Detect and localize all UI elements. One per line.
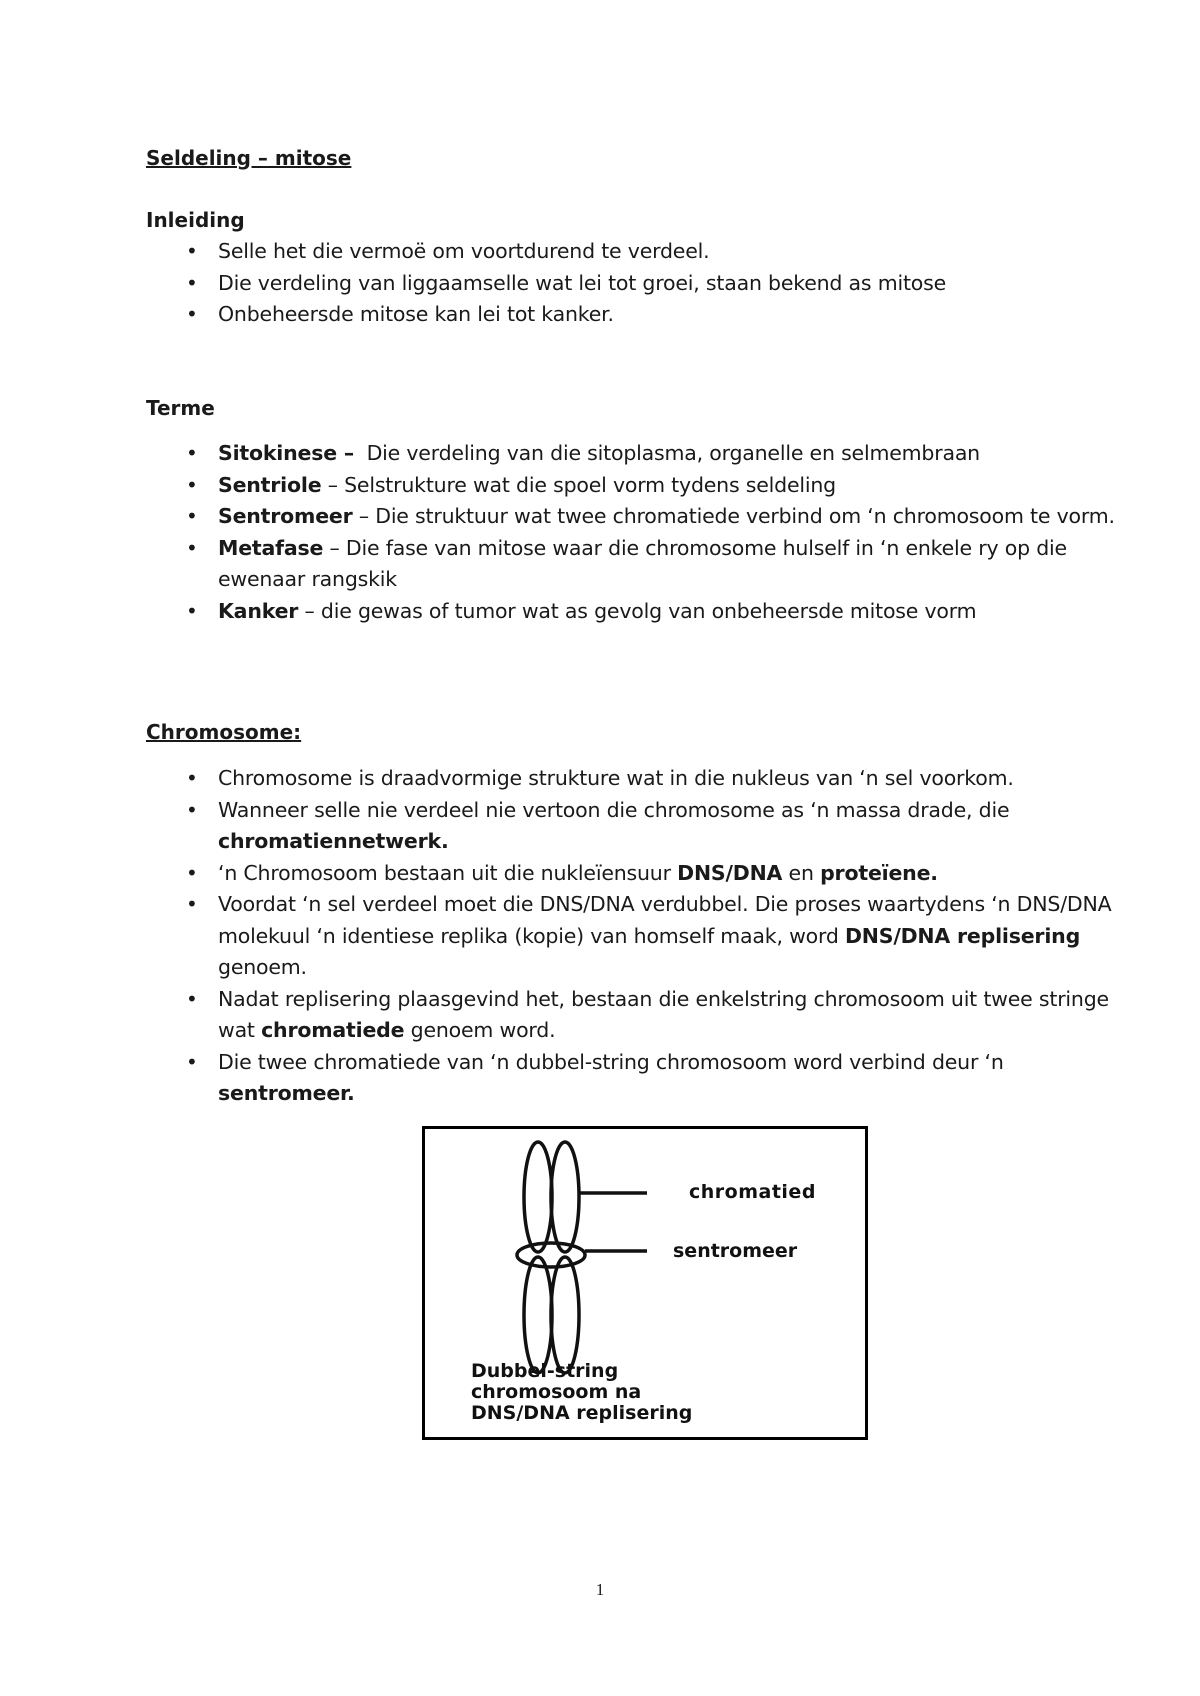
chromatid-lower-left [524,1257,552,1373]
term-name: Sitokinese – [218,441,354,465]
list-item [146,795,1126,858]
list-item: • Onbeheersde mitose kan lei tot kanker. [146,299,1126,331]
term-item [146,501,1126,533]
item-bold: DNS/DNA [677,860,783,885]
list-item [146,858,1126,890]
item-text: genoem. [218,955,307,979]
term-name: Sentriole [218,472,322,497]
term-name: Metafase [218,535,324,560]
centromere-label: sentromeer [673,1240,798,1262]
item-bold: chromatiennetwerk. [218,829,449,853]
item-text: en [782,860,821,885]
term-item [146,438,1126,470]
item-text: Nadat replisering plaasgevind het, bestaan die enkelstring chromosoom uit twee stringe wat [218,986,1109,1042]
term-item [146,596,1126,628]
list-item: • Selle het die vermoë om voortdurend te verdeel. [146,236,1126,268]
item-bold: DNS/DNA replisering [844,923,1081,948]
item-bold: proteïene. [820,860,938,885]
figure-caption [471,1361,692,1424]
page-title: Seldeling – mitose [146,146,352,170]
chromosomes-heading: Chromosome: [146,720,302,744]
list-item [146,889,1126,984]
chromatid-upper-left [524,1142,552,1252]
item-text: Die twee chromatiede van ‘n dubbel-string chromosoom word verbind deur ‘n [218,1049,1004,1074]
terms-heading: Terme [146,396,215,420]
term-name: Kanker [218,598,299,623]
term-item [146,470,1126,502]
list-item [146,984,1126,1047]
term-definition: – Die fase van mitose waar die chromosome hulself in ‘n enkele ry op die ewenaar rangskik [218,535,1067,591]
list-item: • Chromosome is draadvormige strukture wat in die nukleus van ‘n sel voorkom. [146,763,1126,795]
item-bold: sentromeer. [218,1081,355,1105]
chromatid-upper-right [551,1142,579,1252]
chromatid-lower-right [551,1257,579,1373]
intro-heading: Inleiding [146,208,245,232]
list-item: • Die verdeling van liggaamselle wat lei tot groei, staan bekend as mitose [146,268,1126,300]
caption-line: DNS/DNA replisering [471,1402,693,1424]
intro-list [146,236,1126,331]
term-definition: – Die struktuur wat twee chromatiede verbind om ‘n chromosoom te vorm. [352,504,1115,528]
list-item [146,1047,1126,1110]
item-bold: chromatiede [261,1018,405,1042]
centromere-shape [517,1243,585,1267]
caption-line: Dubbel-string [471,1360,619,1382]
chromosome-diagram [422,1126,868,1440]
caption-line: chromosoom na [471,1381,642,1403]
term-definition: Die verdeling van die sitoplasma, organelle en selmembraan [353,441,980,465]
chromatid-label: chromatied [689,1181,816,1203]
item-text: Wanneer selle nie verdeel nie vertoon die chromosome as ‘n massa drade, die [218,797,1010,822]
term-definition: – Selstrukture wat die spoel vorm tydens seldeling [321,472,836,497]
item-text: genoem word. [404,1018,556,1042]
chromosomes-list [146,763,1126,1110]
term-item [146,533,1126,596]
terms-list [146,438,1126,627]
term-definition: – die gewas of tumor wat as gevolg van onbeheersde mitose vorm [298,598,977,623]
term-name: Sentromeer [218,504,353,528]
item-text: ‘n Chromosoom bestaan uit die nukleïensuur [218,860,678,885]
page-number: 1 [595,1580,605,1599]
item-text: Voordat ‘n sel verdeel moet die DNS/DNA verdubbel. Die proses waartydens ‘n DNS/DNA molekuul ‘n identiese replika (kopie) van homself maak, word [218,892,1112,948]
